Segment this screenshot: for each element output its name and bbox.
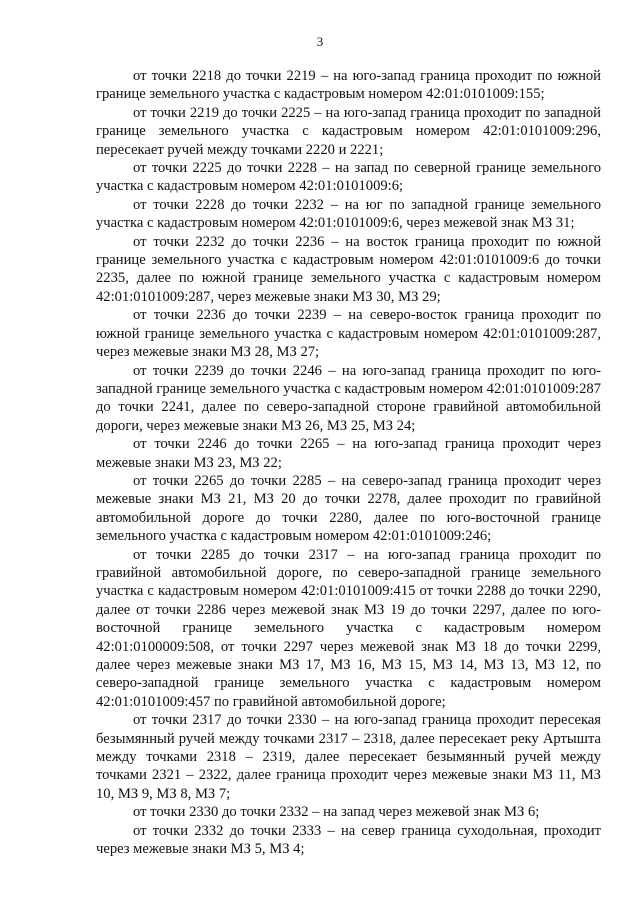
paragraph: от точки 2236 до точки 2239 – на северо-восток граница проходит по южной границе земельного участка с кадастровым номером 42:01:0101009:287, через межевые знаки МЗ 28, МЗ 27;: [96, 307, 601, 361]
paragraph: от точки 2330 до точки 2332 – на запад через межевой знак МЗ 6;: [133, 804, 540, 821]
paragraph: от точки 2232 до точки 2236 – на восток граница проходит по южной границе земельного участка с кадастровым номером 42:01:0101009:6 до точки 2235, далее по южной границе земельного участка с кадастровым номером 42:01:0101009:287, через межевые знаки МЗ 30, МЗ 29;: [96, 233, 601, 305]
paragraph: от точки 2219 до точки 2225 – на юго-запад граница проходит по западной границе земельного участка с кадастровым номером 42:01:0101009:296, пересекает ручей между точками 2220 и 2221;: [96, 104, 601, 158]
paragraph: от точки 2285 до точки 2317 – на юго-запад граница проходит по гравийной автомобильной дороге, по северо-западной границе земельного участка с кадастровым номером 42:01:0101009:415 от точки 2288 до точки 2290, далее от точки 2286 через межевой знак МЗ 19 до точки 2297, далее по юго-восточной границе земельного участка с кадастровым номером 42:01:0100009:508, от точки 2297 через межевой знак МЗ 18 до точки 2299, далее через межевые знаки МЗ 17, МЗ 16, МЗ 15, МЗ 14, МЗ 13, МЗ 12, по северо-западной границе земельного участка с кадастровым номером 42:01:0101009:457 по гравийной автомобильной дороге;: [96, 546, 601, 710]
paragraph: от точки 2239 до точки 2246 – на юго-запад граница проходит по юго-западной границе земельного участка с кадастровым номером 42:01:0101009:287 до точки 2241, далее по северо-западной стороне гравийной автомобильной дороги, через межевые знаки МЗ 26, МЗ 25, МЗ 24;: [96, 362, 601, 434]
paragraph: от точки 2332 до точки 2333 – на север граница суходольная, проходит через межевые знаки МЗ 5, МЗ 4;: [96, 822, 601, 858]
paragraph: от точки 2246 до точки 2265 – на юго-запад граница проходит через межевые знаки МЗ 23, МЗ 22;: [96, 436, 601, 471]
paragraph: от точки 2265 до точки 2285 – на северо-запад граница проходит через межевые знаки МЗ 21, МЗ 20 до точки 2278, далее проходит по гравийной автомобильной дороге до точки 2280, далее по юго-восточной границе земельного участка с кадастровым номером 42:01:0101009:246;: [96, 472, 601, 545]
paragraph: от точки 2228 до точки 2232 – на юг по западной границе земельного участка с кадастровым номером 42:01:0101009:6, через межевой знак МЗ 31;: [96, 196, 601, 232]
paragraph: от точки 2225 до точки 2228 – на запад по северной границе земельного участка с кадастровым номером 42:01:0101009:6;: [96, 160, 601, 195]
paragraph: от точки 2218 до точки 2219 – на юго-запад граница проходит по южной границе земельного участка с кадастровым номером 42:01:0101009:155;: [96, 68, 601, 103]
page-number: 3: [316, 34, 324, 49]
paragraph: от точки 2317 до точки 2330 – на юго-запад граница проходит пересекая безымянный ручей между точками 2317 – 2318, далее пересекает реку Артышта между точками 2318 – 2319, далее пересекает безымянный ручей между точками 2321 – 2322, далее граница проходит через межевые знаки МЗ 11, МЗ 10, МЗ 9, МЗ 8, МЗ 7;: [96, 712, 601, 802]
document-body: [96, 67, 601, 858]
